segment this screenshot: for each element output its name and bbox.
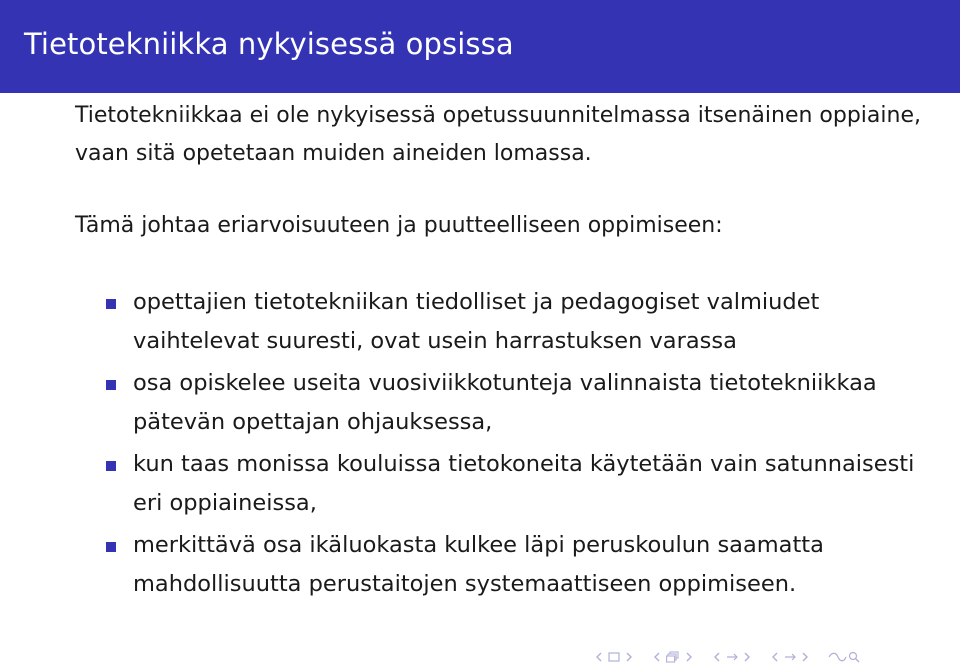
square-bullet-icon [106, 380, 116, 390]
prev-section-icon[interactable] [712, 650, 722, 664]
next-subsection-icon[interactable] [800, 650, 810, 664]
next-slide-icon[interactable] [624, 650, 634, 664]
prev-slide-icon[interactable] [594, 650, 604, 664]
list-item-text: kun taas monissa kouluissa tietokoneita käytetään vain satunnaisesti eri oppiaineissa, [133, 451, 915, 516]
next-section-icon[interactable] [742, 650, 752, 664]
list-item [75, 445, 925, 523]
prev-frame-icon[interactable] [652, 650, 662, 664]
title-bar [0, 0, 960, 93]
list-item [75, 364, 925, 442]
list-item-text: opettajien tietotekniikan tiedolliset ja pedagogiset valmiudet vaihtelevat suuresti, ovat usein harrastuksen varassa [133, 289, 820, 354]
next-frame-icon[interactable] [684, 650, 694, 664]
square-bullet-icon [106, 542, 116, 552]
slide-title: Tietotekniikka nykyisessä opsissa [24, 27, 514, 61]
section-icon[interactable] [726, 650, 738, 664]
list-item [75, 526, 925, 604]
intro-paragraph: Tietotekniikkaa ei ole nykyisessä opetussuunnitelmassa itsenäinen oppiaine, vaan sitä opetetaan muiden aineiden lomassa. [75, 103, 921, 166]
search-icon[interactable] [828, 650, 862, 664]
slide-icon[interactable] [608, 650, 620, 664]
list-item [75, 283, 925, 361]
frame-icon[interactable] [666, 650, 680, 664]
lead-paragraph: Tämä johtaa eriarvoisuuteen ja puutteelliseen oppimiseen: [75, 213, 723, 238]
square-bullet-icon [106, 299, 116, 309]
navigation-bar [594, 650, 862, 664]
list-item-text: merkittävä osa ikäluokasta kulkee läpi peruskoulun saamatta mahdollisuutta perustaitojen systemaattiseen oppimiseen. [133, 532, 824, 597]
bullet-list [75, 283, 925, 607]
prev-subsection-icon[interactable] [770, 650, 780, 664]
subsection-icon[interactable] [784, 650, 796, 664]
square-bullet-icon [106, 461, 116, 471]
list-item-text: osa opiskelee useita vuosiviikkotunteja valinnaista tietotekniikkaa pätevän opettajan ohjauksessa, [133, 370, 877, 435]
